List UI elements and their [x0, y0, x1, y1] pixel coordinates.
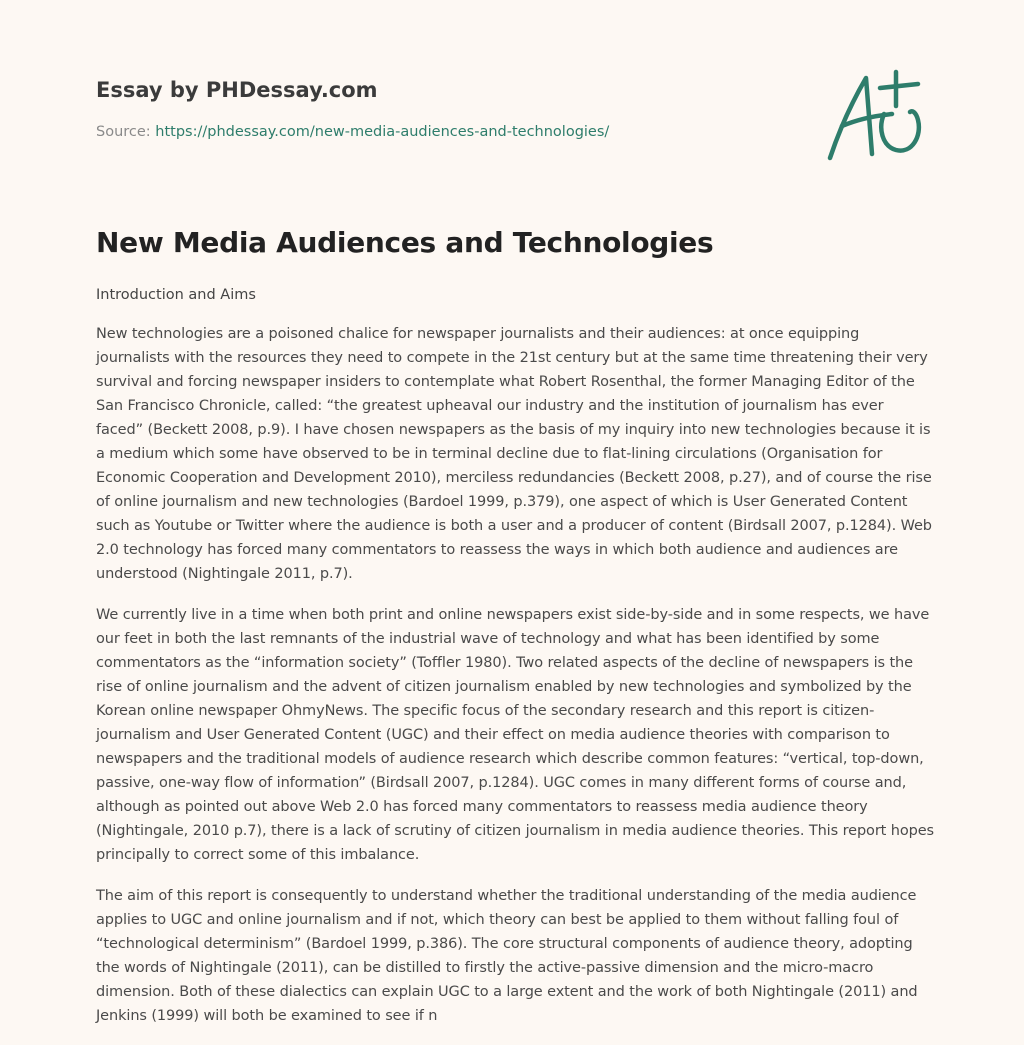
source-line: [96, 124, 609, 140]
source-link[interactable]: https://phdessay.com/new-media-audiences-and-technologies/: [155, 124, 610, 140]
paragraph-1: New technologies are a poisoned chalice for newspaper journalists and their audiences: at once equipping journalists with the resources they need to compete in the 21st century but at the same time threatening their very survival and forcing newspaper insiders to contemplate what Robert Rosenthal, the former Managing Editor of the San Francisco Chronicle, called: “the greatest upheaval our industry and the institution of journalism has ever faced” (Beckett 2008, p.9). I have chosen newspapers as the basis of my inquiry into new technologies because it is a medium which some have observed to be in terminal decline due to flat-lining circulations (Organisation for Economic Cooperation and Development 2010), merciless redundancies (Beckett 2008, p.27), and of course the rise of online journalism and new technologies (Bardoel 1999, p.379), one aspect of which is User Generated Content such as Youtube or Twitter where the audience is both a user and a producer of content (Birdsall 2007, p.1284). Web 2.0 technology has forced many commentators to reassess the ways in which both audience and audiences are understood (Nightingale 2011, p.7).: [96, 326, 932, 582]
essay-title: New Media Audiences and Technologies: [96, 226, 714, 259]
source-label: Source:: [96, 124, 156, 140]
site-brand: Essay by PHDessay.com: [96, 78, 378, 102]
essay-body: [96, 322, 934, 1045]
section-heading: Introduction and Aims: [96, 287, 256, 303]
paragraph-2: We currently live in a time when both print and online newspapers exist side-by-side and in some respects, we have our feet in both the last remnants of the industrial wave of technology and what has been identified by some commentators as the “information society” (Toffler 1980). Two related aspects of the decline of newspapers is the rise of online journalism and the advent of citizen journalism enabled by new technologies and symbolized by the Korean online newspaper OhmyNews. The specific focus of the secondary research and this report is citizen-journalism and User Generated Content (UGC) and their effect on media audience theories with comparison to newspapers and the traditional models of audience research which describe common features: “vertical, top-down, passive, one-way flow of information” (Birdsall 2007, p.1284). UGC comes in many different forms of course and, although as pointed out above Web 2.0 has forced many commentators to reassess media audience theory (Nightingale, 2010 p.7), there is a lack of scrutiny of citizen journalism in media audience theories. This report hopes principally to correct some of this imbalance.: [96, 607, 935, 863]
paragraph-3: The aim of this report is consequently to understand whether the traditional understanding of the media audience applies to UGC and online journalism and if not, which theory can best be applied to them without falling foul of “technological determinism” (Bardoel 1999, p.386). The core structural components of audience theory, adopting the words of Nightingale (2011), can be distilled to firstly the active-passive dimension and the micro-macro dimension. Both of these dialectics can explain UGC to a large extent and the work of both Nightingale (2011) and Jenkins (1999) will both be examined to see if n: [96, 888, 918, 1024]
a-plus-logo-icon: [822, 66, 932, 166]
